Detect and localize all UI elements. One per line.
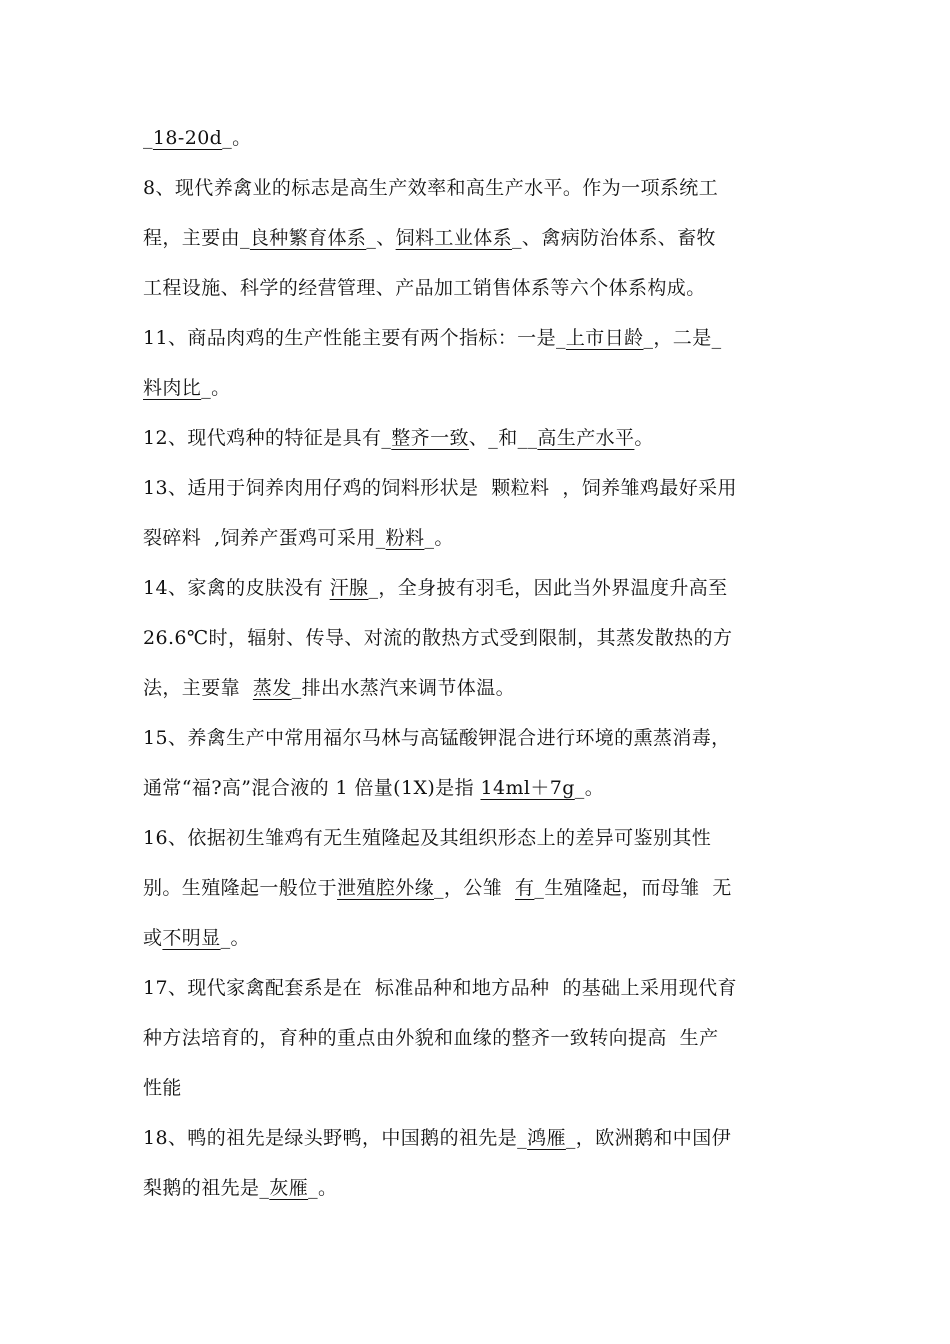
text-line	[143, 469, 813, 519]
text-line	[143, 769, 813, 819]
text-segment: _排出水蒸汽来调节体温。	[291, 677, 516, 699]
text-line	[143, 569, 813, 619]
text-segment: 26.6℃时，辐射、传导、对流的散热方式受到限制，其蒸发散热的方	[143, 627, 733, 649]
answer-blank: 灰雁	[269, 1177, 309, 1199]
answer-blank: 泄殖腔外缘	[337, 877, 435, 899]
text-line	[143, 619, 813, 669]
text-line	[143, 1019, 813, 1069]
text-segment: 别。生殖隆起一般位于	[143, 877, 338, 899]
text-line	[143, 819, 813, 869]
answer-blank: 18-20d	[152, 127, 223, 149]
text-line	[143, 919, 813, 969]
answer-blank: 14ml＋7g	[480, 777, 575, 799]
answer-blank: 料肉比	[143, 377, 202, 399]
text-line	[143, 319, 813, 369]
text-segment: 12、现代鸡种的特征是具有_	[143, 427, 392, 449]
text-segment: 13、适用于饲养肉用仔鸡的饲料形状是 颗粒料 ，饲养雏鸡最好采用	[143, 477, 737, 499]
answer-blank: 整齐一致	[391, 427, 469, 449]
text-segment: _。	[574, 777, 605, 799]
text-segment: 11、商品肉鸡的生产性能主要有两个指标：一是_	[143, 327, 566, 349]
text-segment: 通常“福?高”混合液的 1 倍量(1X)是指	[143, 777, 481, 799]
text-segment: 工程设施、科学的经营管理、产品加工销售体系等六个体系构成。	[143, 277, 706, 299]
text-line	[143, 419, 813, 469]
text-segment: _、禽病防治体系、畜牧	[512, 227, 716, 249]
text-segment: _生殖隆起，而母雏 无	[534, 877, 732, 899]
text-segment: _。	[222, 127, 252, 149]
text-segment: 17、现代家禽配套系是在 标准品种和地方品种 的基础上采用现代育	[143, 977, 737, 999]
text-segment: _，二是_	[643, 327, 722, 349]
text-line	[143, 1119, 813, 1169]
answer-blank: 蒸发	[252, 677, 292, 699]
text-segment: _。	[424, 527, 454, 549]
document-body	[143, 119, 813, 1219]
text-segment: 。	[634, 427, 654, 449]
answer-blank: 粉料	[385, 527, 425, 549]
text-segment: 15、养禽生产中常用福尔马林与高锰酸钾混合进行环境的熏蒸消毒，	[143, 727, 731, 749]
answer-blank: 高生产水平	[537, 427, 635, 449]
text-segment: _	[143, 127, 153, 149]
text-segment: _，欧洲鹅和中国伊	[565, 1127, 731, 1149]
text-segment: 性能	[143, 1077, 182, 1099]
answer-blank: 鸿雁	[527, 1127, 566, 1149]
text-segment: 、_和__	[468, 427, 538, 449]
text-line	[143, 219, 813, 269]
text-line	[143, 869, 813, 919]
text-segment: 程，主要由_	[143, 227, 250, 249]
answer-blank: 汗腺	[329, 577, 369, 599]
text-line	[143, 269, 813, 319]
text-segment: _。	[220, 927, 250, 949]
text-line	[143, 1169, 813, 1219]
text-segment: 裂碎料 ,饲养产蛋鸡可采用_	[143, 527, 386, 549]
answer-blank: 有	[515, 877, 535, 899]
text-line	[143, 669, 813, 719]
answer-blank: 上市日龄	[565, 327, 644, 349]
text-segment: 14、家禽的皮肤没有	[143, 577, 330, 599]
text-segment: 梨鹅的祖先是_	[143, 1177, 270, 1199]
text-line	[143, 519, 813, 569]
text-line	[143, 119, 813, 169]
text-segment: 或	[143, 927, 163, 949]
text-line	[143, 369, 813, 419]
answer-blank: 不明显	[162, 927, 221, 949]
answer-blank: 饲料工业体系	[395, 227, 513, 249]
text-segment: 法，主要靠	[143, 677, 253, 699]
text-segment: _，全身披有羽毛，因此当外界温度升高至	[368, 577, 728, 599]
text-segment: 16、依据初生雏鸡有无生殖隆起及其组织形态上的差异可鉴别其性	[143, 827, 712, 849]
text-segment: 8、现代养禽业的标志是高生产效率和高生产水平。作为一项系统工	[143, 177, 719, 199]
text-segment: _、	[366, 227, 396, 249]
answer-blank: 良种繁育体系	[249, 227, 367, 249]
text-segment: 种方法培育的，育种的重点由外貌和血缘的整齐一致转向提高 生产	[143, 1027, 719, 1049]
text-segment: _。	[201, 377, 231, 399]
text-line	[143, 1069, 813, 1119]
text-line	[143, 719, 813, 769]
text-segment: _。	[308, 1177, 338, 1199]
text-line	[143, 169, 813, 219]
text-segment: _，公雏	[434, 877, 516, 899]
text-segment: 18、鸭的祖先是绿头野鸭，中国鹅的祖先是_	[143, 1127, 528, 1149]
text-line	[143, 969, 813, 1019]
